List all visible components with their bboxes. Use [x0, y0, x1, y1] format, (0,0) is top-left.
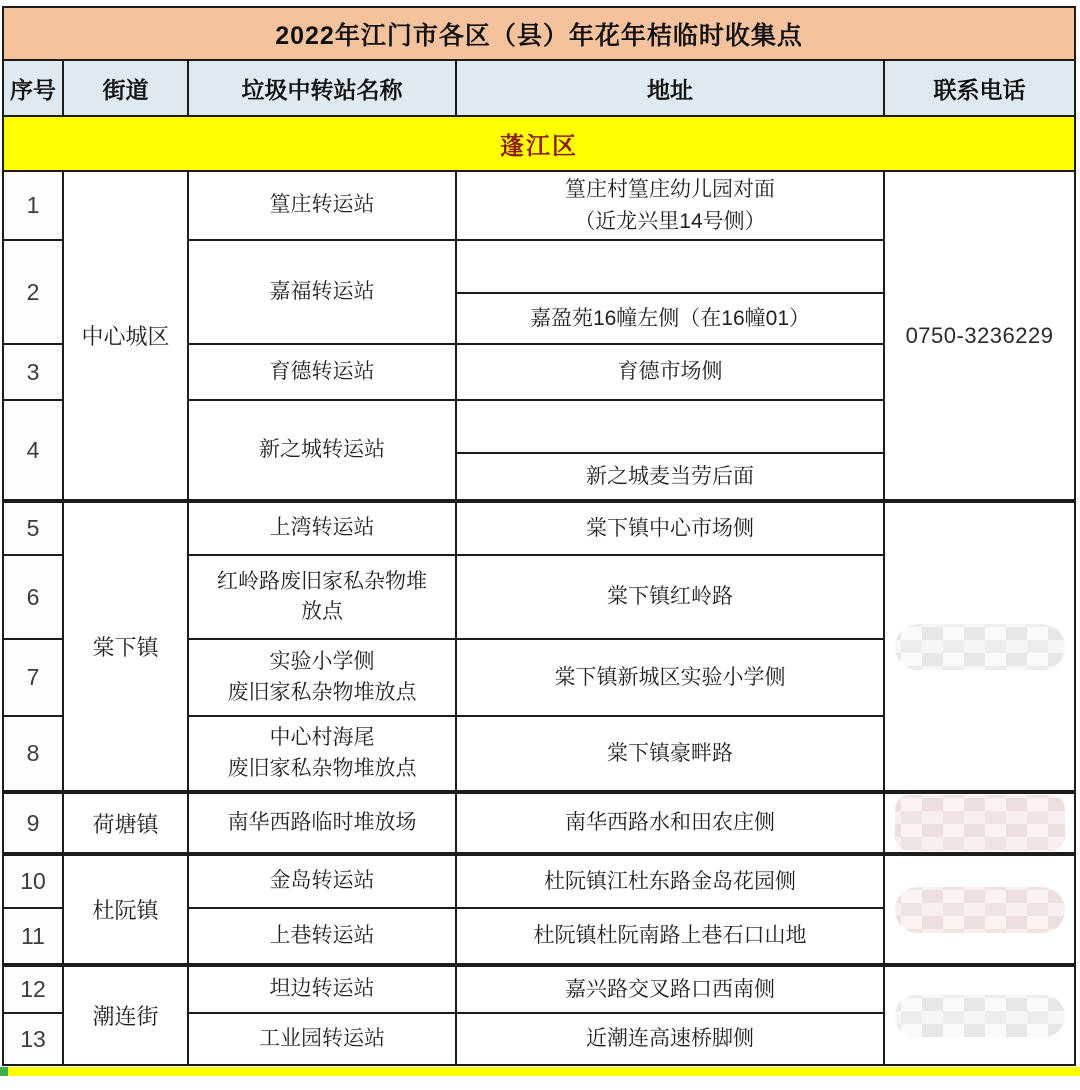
station-line: 实验小学侧: [269, 650, 375, 674]
street-cell: 中心城区: [63, 171, 188, 501]
column-header-no: 序号: [3, 60, 63, 116]
station-cell: 嘉福转运站: [188, 240, 456, 344]
station-cell: 育德转运站: [188, 344, 456, 400]
address-line: （近龙兴里14号侧）: [574, 209, 766, 233]
district-section-row: [3, 116, 1075, 171]
district-section-label: 蓬江区: [3, 116, 1075, 171]
row-number-cell: 4: [3, 400, 63, 501]
address-cell-empty: [456, 400, 884, 453]
address-cell: 南华西路水和田农庄侧: [456, 792, 884, 854]
row-number-cell: 2: [3, 240, 63, 344]
pixelated-phone-blur: [895, 795, 1065, 851]
station-cell: [188, 716, 456, 792]
row-number-cell: 11: [3, 908, 63, 965]
station-line: 废旧家私杂物堆放点: [227, 680, 417, 704]
table-row: [3, 501, 1075, 555]
address-cell: 近潮连高速桥脚侧: [456, 1013, 884, 1065]
page-title: 2022年江门市各区（县）年花年桔临时收集点: [3, 7, 1075, 60]
table-title-row: [3, 7, 1075, 60]
street-cell: 荷塘镇: [63, 792, 188, 854]
row-number-cell: 7: [3, 639, 63, 716]
table-row: [3, 854, 1075, 908]
pixelated-phone-blur: [895, 624, 1065, 670]
address-cell: 棠下镇豪畔路: [456, 716, 884, 792]
pixelated-phone-blur: [895, 995, 1065, 1037]
phone-cell-masked: [884, 965, 1075, 1065]
station-cell: 篁庄转运站: [188, 171, 456, 240]
address-cell: 新之城麦当劳后面: [456, 453, 884, 501]
street-cell: 棠下镇: [63, 501, 188, 792]
table-row: [3, 171, 1075, 240]
station-cell: 坦边转运站: [188, 965, 456, 1013]
station-cell: 南华西路临时堆放场: [188, 792, 456, 854]
row-number-cell: 9: [3, 792, 63, 854]
phone-cell-masked: [884, 501, 1075, 792]
pixelated-phone-blur: [895, 887, 1065, 933]
table-row: [3, 792, 1075, 854]
station-line: 废旧家私杂物堆放点: [227, 756, 417, 780]
phone-cell-masked: [884, 854, 1075, 965]
row-number-cell: 6: [3, 555, 63, 639]
address-cell-empty: [456, 240, 884, 293]
next-section-edge-strip: [0, 1067, 1080, 1076]
row-number-cell: 5: [3, 501, 63, 555]
row-number-cell: 8: [3, 716, 63, 792]
column-header-phone: 联系电话: [884, 60, 1075, 116]
address-cell: 嘉兴路交叉路口西南侧: [456, 965, 884, 1013]
address-cell: 棠下镇中心市场侧: [456, 501, 884, 555]
station-cell: 上湾转运站: [188, 501, 456, 555]
station-cell: 工业园转运站: [188, 1013, 456, 1065]
table-row: [3, 965, 1075, 1013]
station-cell: 金岛转运站: [188, 854, 456, 908]
address-cell: 杜阮镇江杜东路金岛花园侧: [456, 854, 884, 908]
phone-cell-masked: [884, 792, 1075, 854]
station-cell: 上巷转运站: [188, 908, 456, 965]
row-number-cell: 10: [3, 854, 63, 908]
column-header-address: 地址: [456, 60, 884, 116]
station-cell: [188, 639, 456, 716]
address-line: 篁庄村篁庄幼儿园对面: [565, 178, 775, 201]
address-cell: [456, 171, 884, 240]
row-number-cell: 1: [3, 171, 63, 240]
address-cell: 棠下镇红岭路: [456, 555, 884, 639]
station-cell: 红岭路废旧家私杂物堆放点: [188, 555, 456, 639]
column-header-street: 街道: [63, 60, 188, 116]
station-cell: 新之城转运站: [188, 400, 456, 501]
street-cell: 杜阮镇: [63, 854, 188, 965]
address-cell: 杜阮镇杜阮南路上巷石口山地: [456, 908, 884, 965]
phone-cell: 0750-3236229: [884, 171, 1075, 501]
collection-points-table: [2, 6, 1076, 1066]
row-number-cell: 3: [3, 344, 63, 400]
address-cell: 育德市场侧: [456, 344, 884, 400]
station-line: 中心村海尾: [269, 726, 375, 750]
address-cell: 棠下镇新城区实验小学侧: [456, 639, 884, 716]
row-number-cell: 13: [3, 1013, 63, 1065]
address-cell: 嘉盈苑16幢左侧（在16幢01）: [456, 293, 884, 344]
street-cell: 潮连街: [63, 965, 188, 1065]
row-number-cell: 12: [3, 965, 63, 1013]
column-header-station: 垃圾中转站名称: [188, 60, 456, 116]
column-header-row: [3, 60, 1075, 116]
green-corner-chip: [0, 1067, 8, 1076]
